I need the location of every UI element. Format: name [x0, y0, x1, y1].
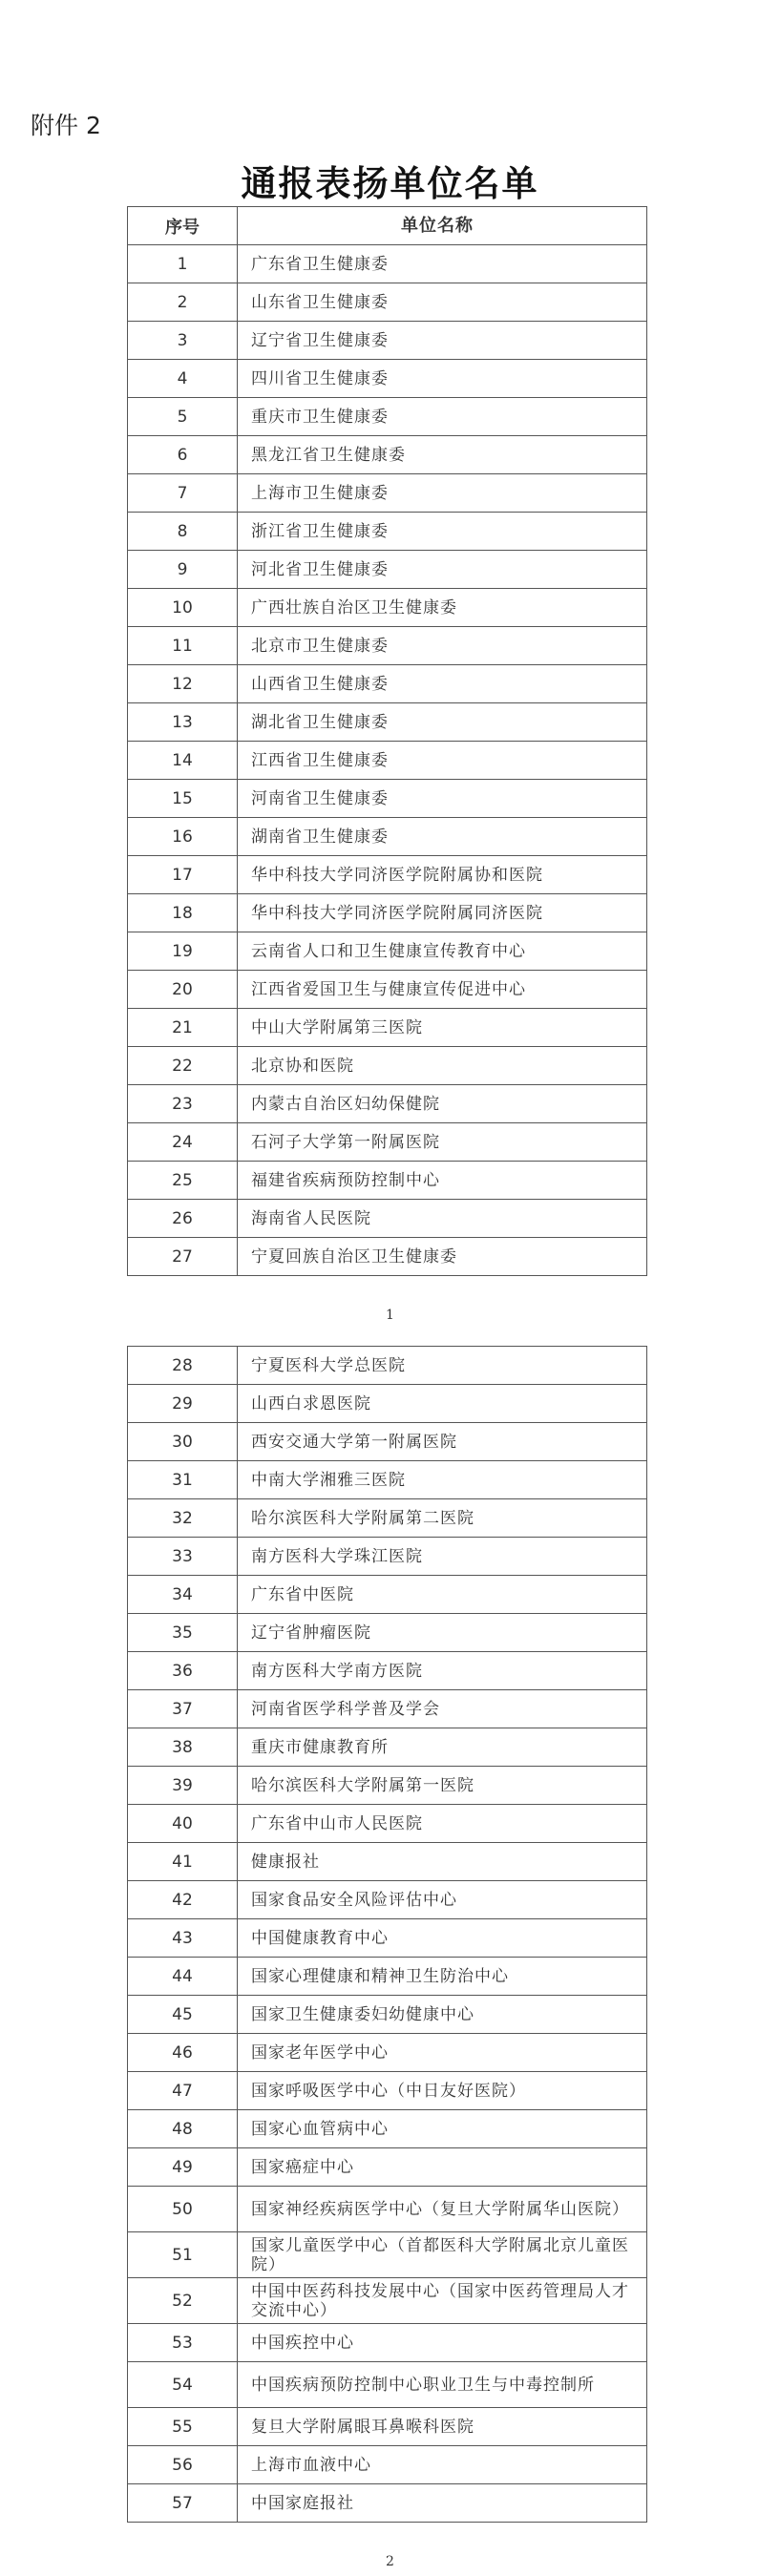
unit-name: 上海市血液中心	[238, 2446, 647, 2484]
unit-name: 海南省人民医院	[238, 1200, 647, 1238]
table-row	[128, 2278, 647, 2324]
table-row	[128, 1423, 647, 1461]
row-number: 46	[128, 2034, 238, 2072]
row-number: 18	[128, 894, 238, 932]
table-row	[128, 589, 647, 627]
table-row	[128, 1200, 647, 1238]
table-row	[128, 436, 647, 474]
row-number: 25	[128, 1162, 238, 1200]
unit-name: 国家心理健康和精神卫生防治中心	[238, 1958, 647, 1996]
table-row	[128, 1881, 647, 1919]
table-row	[128, 2484, 647, 2523]
row-number: 17	[128, 856, 238, 894]
table-row	[128, 703, 647, 742]
table-row	[128, 322, 647, 360]
table-row	[128, 2324, 647, 2362]
header-unit-name: 单位名称	[238, 207, 647, 245]
unit-name: 山东省卫生健康委	[238, 283, 647, 322]
unit-name: 北京协和医院	[238, 1047, 647, 1085]
table-header-row	[128, 207, 647, 245]
row-number: 20	[128, 971, 238, 1009]
row-number: 44	[128, 1958, 238, 1996]
table-row	[128, 360, 647, 398]
unit-name: 北京市卫生健康委	[238, 627, 647, 665]
unit-name: 中国健康教育中心	[238, 1919, 647, 1958]
unit-name: 国家卫生健康委妇幼健康中心	[238, 1996, 647, 2034]
unit-name: 国家呼吸医学中心（中日友好医院）	[238, 2072, 647, 2110]
table-row	[128, 780, 647, 818]
row-number: 51	[128, 2232, 238, 2278]
unit-name: 中国家庭报社	[238, 2484, 647, 2523]
unit-name: 云南省人口和卫生健康宣传教育中心	[238, 932, 647, 971]
row-number: 55	[128, 2408, 238, 2446]
unit-name: 内蒙古自治区妇幼保健院	[238, 1085, 647, 1123]
unit-name: 南方医科大学南方医院	[238, 1652, 647, 1690]
table-row	[128, 513, 647, 551]
table-row	[128, 2148, 647, 2187]
unit-name: 辽宁省卫生健康委	[238, 322, 647, 360]
document-title: 通报表扬单位名单	[241, 162, 539, 204]
table-row	[128, 665, 647, 703]
row-number: 14	[128, 742, 238, 780]
row-number: 49	[128, 2148, 238, 2187]
table-row	[128, 1728, 647, 1767]
table-row	[128, 551, 647, 589]
row-number: 19	[128, 932, 238, 971]
row-number: 5	[128, 398, 238, 436]
table-row	[128, 742, 647, 780]
row-number: 40	[128, 1805, 238, 1843]
unit-name: 上海市卫生健康委	[238, 474, 647, 513]
row-number: 1	[128, 245, 238, 283]
table-row	[128, 2110, 647, 2148]
row-number: 4	[128, 360, 238, 398]
table-row	[128, 1085, 647, 1123]
unit-name: 华中科技大学同济医学院附属协和医院	[238, 856, 647, 894]
table-row	[128, 1843, 647, 1881]
unit-name: 广东省中山市人民医院	[238, 1805, 647, 1843]
table-row	[128, 856, 647, 894]
unit-name: 宁夏医科大学总医院	[238, 1347, 647, 1385]
unit-name: 河北省卫生健康委	[238, 551, 647, 589]
table-row	[128, 2362, 647, 2408]
row-number: 24	[128, 1123, 238, 1162]
row-number: 12	[128, 665, 238, 703]
table-row	[128, 2187, 647, 2232]
table-row	[128, 932, 647, 971]
row-number: 15	[128, 780, 238, 818]
unit-name: 西安交通大学第一附属医院	[238, 1423, 647, 1461]
unit-name: 湖北省卫生健康委	[238, 703, 647, 742]
unit-name: 哈尔滨医科大学附属第二医院	[238, 1499, 647, 1538]
table-row	[128, 1162, 647, 1200]
table-row	[128, 1805, 647, 1843]
row-number: 36	[128, 1652, 238, 1690]
unit-name: 湖南省卫生健康委	[238, 818, 647, 856]
unit-name: 四川省卫生健康委	[238, 360, 647, 398]
table-row	[128, 1461, 647, 1499]
row-number: 8	[128, 513, 238, 551]
unit-name: 国家癌症中心	[238, 2148, 647, 2187]
unit-name: 中南大学湘雅三医院	[238, 1461, 647, 1499]
table-row	[128, 1690, 647, 1728]
table-row	[128, 894, 647, 932]
row-number: 52	[128, 2278, 238, 2324]
table-row	[128, 1238, 647, 1276]
table-row	[128, 1538, 647, 1576]
unit-name: 哈尔滨医科大学附属第一医院	[238, 1767, 647, 1805]
row-number: 3	[128, 322, 238, 360]
table-row	[128, 1576, 647, 1614]
table-row	[128, 1919, 647, 1958]
unit-name: 广东省卫生健康委	[238, 245, 647, 283]
table-row	[128, 2446, 647, 2484]
table-row	[128, 1499, 647, 1538]
row-number: 35	[128, 1614, 238, 1652]
unit-name: 山西省卫生健康委	[238, 665, 647, 703]
row-number: 57	[128, 2484, 238, 2523]
unit-name: 复旦大学附属眼耳鼻喉科医院	[238, 2408, 647, 2446]
row-number: 33	[128, 1538, 238, 1576]
row-number: 21	[128, 1009, 238, 1047]
unit-name: 重庆市健康教育所	[238, 1728, 647, 1767]
header-number: 序号	[128, 207, 238, 245]
unit-name: 广西壮族自治区卫生健康委	[238, 589, 647, 627]
table-row	[128, 2232, 647, 2278]
attachment-label: 附件 2	[31, 112, 101, 139]
row-number: 43	[128, 1919, 238, 1958]
table-row	[128, 818, 647, 856]
unit-name: 中国疾控中心	[238, 2324, 647, 2362]
page-number: 2	[386, 2554, 394, 2569]
table-row	[128, 1652, 647, 1690]
unit-name: 华中科技大学同济医学院附属同济医院	[238, 894, 647, 932]
table-row	[128, 2408, 647, 2446]
row-number: 48	[128, 2110, 238, 2148]
table-row	[128, 1996, 647, 2034]
row-number: 30	[128, 1423, 238, 1461]
row-number: 31	[128, 1461, 238, 1499]
row-number: 45	[128, 1996, 238, 2034]
row-number: 2	[128, 283, 238, 322]
unit-name: 辽宁省肿瘤医院	[238, 1614, 647, 1652]
unit-name: 国家食品安全风险评估中心	[238, 1881, 647, 1919]
table-row	[128, 1347, 647, 1385]
row-number: 23	[128, 1085, 238, 1123]
unit-name: 中山大学附属第三医院	[238, 1009, 647, 1047]
table-row	[128, 2034, 647, 2072]
row-number: 56	[128, 2446, 238, 2484]
table-row	[128, 398, 647, 436]
row-number: 13	[128, 703, 238, 742]
row-number: 37	[128, 1690, 238, 1728]
unit-name: 国家心血管病中心	[238, 2110, 647, 2148]
row-number: 39	[128, 1767, 238, 1805]
unit-name: 重庆市卫生健康委	[238, 398, 647, 436]
row-number: 41	[128, 1843, 238, 1881]
row-number: 16	[128, 818, 238, 856]
unit-name: 江西省卫生健康委	[238, 742, 647, 780]
honor-list-table-page-1	[127, 206, 647, 1276]
table-row	[128, 1047, 647, 1085]
unit-name: 广东省中医院	[238, 1576, 647, 1614]
table-row	[128, 2072, 647, 2110]
row-number: 9	[128, 551, 238, 589]
table-row	[128, 1958, 647, 1996]
row-number: 11	[128, 627, 238, 665]
row-number: 7	[128, 474, 238, 513]
row-number: 6	[128, 436, 238, 474]
unit-name: 健康报社	[238, 1843, 647, 1881]
row-number: 47	[128, 2072, 238, 2110]
row-number: 42	[128, 1881, 238, 1919]
table-row	[128, 1767, 647, 1805]
table-row	[128, 474, 647, 513]
row-number: 53	[128, 2324, 238, 2362]
unit-name: 福建省疾病预防控制中心	[238, 1162, 647, 1200]
row-number: 29	[128, 1385, 238, 1423]
table-row	[128, 1123, 647, 1162]
unit-name: 黑龙江省卫生健康委	[238, 436, 647, 474]
row-number: 10	[128, 589, 238, 627]
row-number: 50	[128, 2187, 238, 2232]
unit-name: 中国中医药科技发展中心（国家中医药管理局人才交流中心）	[238, 2278, 647, 2324]
unit-name: 国家神经疾病医学中心（复旦大学附属华山医院）	[238, 2187, 647, 2232]
table-row	[128, 1614, 647, 1652]
page-number: 1	[386, 1308, 394, 1323]
row-number: 26	[128, 1200, 238, 1238]
table-row	[128, 627, 647, 665]
row-number: 34	[128, 1576, 238, 1614]
table-row	[128, 283, 647, 322]
table-row	[128, 245, 647, 283]
unit-name: 浙江省卫生健康委	[238, 513, 647, 551]
row-number: 32	[128, 1499, 238, 1538]
unit-name: 石河子大学第一附属医院	[238, 1123, 647, 1162]
row-number: 38	[128, 1728, 238, 1767]
row-number: 27	[128, 1238, 238, 1276]
honor-list-table-page-2	[127, 1346, 647, 2523]
unit-name: 河南省卫生健康委	[238, 780, 647, 818]
row-number: 28	[128, 1347, 238, 1385]
unit-name: 河南省医学科学普及学会	[238, 1690, 647, 1728]
unit-name: 国家老年医学中心	[238, 2034, 647, 2072]
table-row	[128, 1009, 647, 1047]
row-number: 22	[128, 1047, 238, 1085]
unit-name: 江西省爱国卫生与健康宣传促进中心	[238, 971, 647, 1009]
unit-name: 南方医科大学珠江医院	[238, 1538, 647, 1576]
row-number: 54	[128, 2362, 238, 2408]
table-row	[128, 1385, 647, 1423]
unit-name: 山西白求恩医院	[238, 1385, 647, 1423]
unit-name: 中国疾病预防控制中心职业卫生与中毒控制所	[238, 2362, 647, 2408]
unit-name: 国家儿童医学中心（首都医科大学附属北京儿童医院）	[238, 2232, 647, 2278]
unit-name: 宁夏回族自治区卫生健康委	[238, 1238, 647, 1276]
table-row	[128, 971, 647, 1009]
